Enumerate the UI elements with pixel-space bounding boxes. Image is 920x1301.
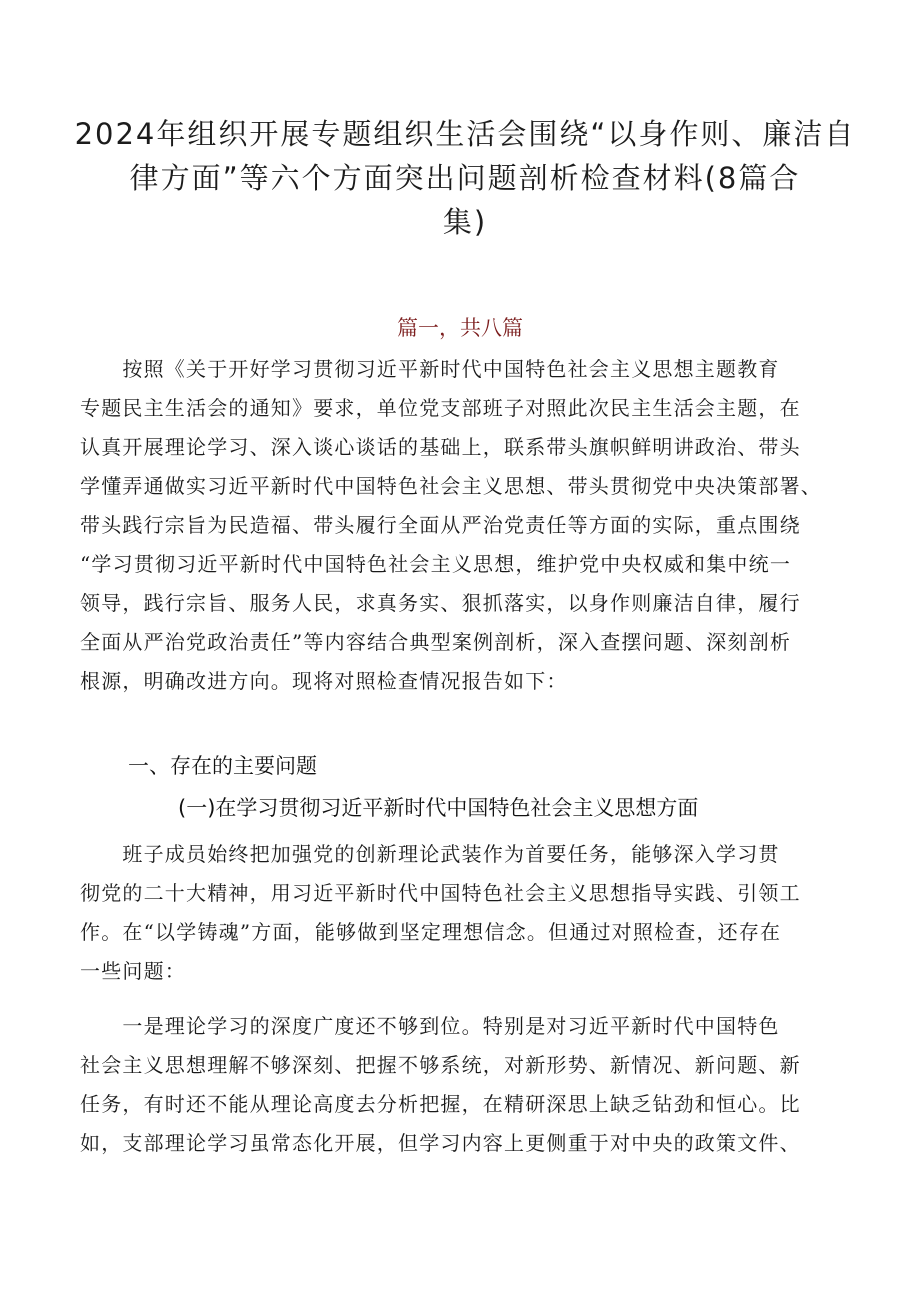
intro-paragraph — [80, 350, 860, 701]
text-line: 认真开展理论学习、深入谈心谈话的基础上，联系带头旗帜鲜明讲政治、带头 — [80, 435, 801, 459]
text-line: 社会主义思想理解不够深刻、把握不够系统，对新形势、新情况、新问题、新 — [80, 1053, 801, 1077]
text-line: 一是理论学习的深度广度还不够到位。特别是对习近平新时代中国特色 — [80, 1014, 780, 1038]
text-line: 全面从严治党政治责任”等内容结合典型案例剖析，深入查摆问题、深刻剖析 — [80, 630, 792, 654]
title-line: 2024年组织开展专题组织生活会围绕“以身作则、廉洁自 — [74, 117, 856, 151]
text-line: 作。在“以学铸魂”方面，能够做到坚定理想信念。但通过对照检查，还存在 — [80, 920, 782, 944]
text-line: 如，支部理论学习虽常态化开展，但学习内容上更侧重于对中央的政策文件、 — [80, 1131, 801, 1155]
title-line: 集) — [442, 205, 488, 239]
text-line: 专题民主生活会的通知》要求，单位党支部班子对照此次民主生活会主题，在 — [80, 396, 801, 420]
text-line: 彻党的二十大精神，用习近平新时代中国特色社会主义思想指导实践、引领工 — [80, 881, 801, 905]
heading-level-2: (一)在学习贯彻习近平新时代中国特色社会主义思想方面 — [178, 796, 699, 820]
title-line: 律方面”等六个方面突出问题剖析检查材料(8篇合 — [129, 161, 801, 195]
text-line: 学懂弄通做实习近平新时代中国特色社会主义思想、带头贯彻党中央决策部署、 — [80, 474, 822, 498]
document-title — [70, 112, 860, 244]
text-line: 根源，明确改进方向。现将对照检查情况报告如下： — [80, 669, 568, 693]
text-line: 任务，有时还不能从理论高度去分析把握，在精研深思上缺乏钻劲和恒心。比 — [80, 1092, 801, 1116]
text-line: 带头践行宗旨为民造福、带头履行全面从严治党责任等方面的实际，重点围绕 — [80, 513, 801, 537]
body-paragraph — [80, 1007, 860, 1163]
text-line: 领导，践行宗旨、服务人民，求真务实、狠抓落实，以身作则廉洁自律，履行 — [80, 591, 801, 615]
section-title: 篇一，共八篇 — [397, 316, 523, 340]
text-line: 一些问题： — [80, 959, 186, 983]
body-paragraph — [80, 835, 860, 991]
text-line: 按照《关于开好学习贯彻习近平新时代中国特色社会主义思想主题教育 — [80, 357, 780, 381]
text-line: 班子成员始终把加强党的创新理论武装作为首要任务，能够深入学习贯 — [80, 842, 780, 866]
text-line: “学习贯彻习近平新时代中国特色社会主义思想，维护党中央权威和集中统一 — [80, 552, 792, 576]
heading-level-1: 一、存在的主要问题 — [128, 754, 317, 778]
